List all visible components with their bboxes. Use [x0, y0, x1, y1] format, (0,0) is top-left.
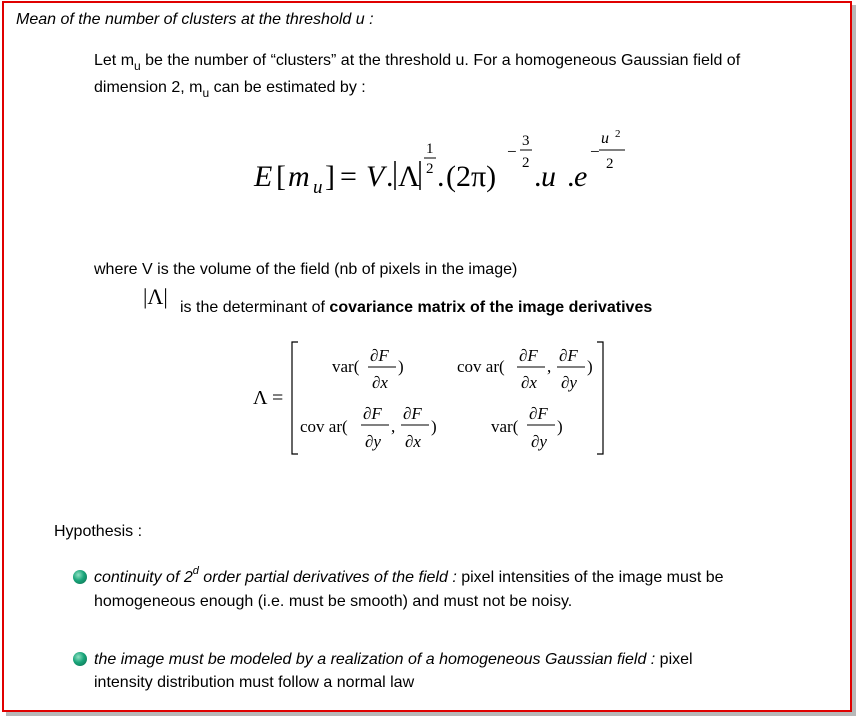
where-line-2: is the determinant of covariance matrix of the image derivatives [180, 299, 653, 316]
intro-line-2: dimension 2, $m_u$ can be estimated by : [94, 79, 366, 100]
formula-V: V [366, 160, 385, 193]
cell-21-num-2: ∂F [403, 404, 422, 423]
formula-exp-u: u [601, 130, 609, 147]
matrix-cell-covar-dy-dx [300, 404, 437, 451]
cell-12-num-2: ∂F [559, 346, 578, 365]
cell-12-num-1: ∂F [519, 346, 538, 365]
formula-half-denominator: 2 [426, 161, 434, 177]
formula-half-numerator: 1 [426, 141, 434, 157]
cell-11-close: ) [398, 357, 404, 376]
matrix-cell-var-dy [491, 404, 563, 451]
cell-12-den-1: ∂x [521, 373, 537, 392]
covariance-matrix [248, 336, 608, 460]
cluster-mean-formula [250, 128, 640, 202]
matrix-equals: = [272, 387, 284, 409]
cell-12-covar: cov ar( [457, 357, 505, 376]
formula-e: e [574, 160, 588, 193]
cell-11-num: ∂F [370, 346, 389, 365]
formula-three-halves-denominator: 2 [522, 155, 530, 171]
formula-equals: = [340, 160, 357, 193]
formula-three: 3 [522, 133, 530, 149]
formula-dot-2: . [437, 160, 445, 193]
cell-12-den-2: ∂y [561, 373, 577, 392]
formula-m-subscript: u [313, 177, 323, 198]
frame-shadow-bottom [6, 712, 856, 716]
cell-11-var: var( [332, 357, 360, 376]
formula-m: m [288, 160, 310, 193]
formula-u: u [541, 160, 556, 193]
formula-exp-square: 2 [615, 128, 621, 140]
intro-line-1: Let $m_u$ be the number of “clusters” at the threshold u. For a homogeneous Gaussian field of [94, 52, 741, 73]
cell-21-den-1: ∂y [365, 432, 381, 451]
cell-21-comma: , [391, 417, 396, 436]
formula-neg-sign: − [507, 142, 517, 161]
formula-E: E [254, 160, 273, 193]
bullet-icon [73, 570, 87, 584]
formula-open-bracket: [ [276, 160, 286, 193]
matrix-cell-covar-dx-dy [457, 346, 593, 392]
matrix-Lambda: Λ [253, 387, 268, 409]
formula-close-bracket: ] [325, 160, 335, 193]
cell-22-close: ) [557, 417, 563, 436]
hypothesis-label: Hypothesis : [54, 523, 143, 540]
cell-12-close: ) [587, 357, 593, 376]
cell-21-close: ) [431, 417, 437, 436]
frame-shadow-right [852, 5, 856, 715]
cell-21-den-2: ∂x [405, 432, 421, 451]
cell-22-den: ∂y [531, 432, 547, 451]
cell-21-num-1: ∂F [363, 404, 382, 423]
abs-lambda-symbol: |Λ| [143, 284, 168, 309]
cell-22-num: ∂F [529, 404, 548, 423]
hypothesis-item-2-line-1: the image must be modeled by a realization of a homogeneous Gaussian field : pixel [94, 651, 693, 668]
hypothesis-item-1-line-2: homogeneous enough (i.e. must be smooth) and must not be noisy. [94, 593, 573, 610]
formula-dot-4: . [567, 160, 575, 193]
cell-21-covar: cov ar( [300, 417, 348, 436]
formula-exp-neg: − [590, 142, 600, 161]
cell-11-den: ∂x [372, 373, 388, 392]
cell-12-comma: , [547, 357, 552, 376]
matrix-cell-var-dx [332, 346, 404, 392]
formula-dot-3: . [534, 160, 542, 193]
bullet-icon [73, 652, 87, 666]
cell-22-var: var( [491, 417, 519, 436]
formula-dot-1: . [386, 160, 394, 193]
matrix-right-bracket [597, 342, 603, 454]
formula-two-pi: (2π) [446, 160, 497, 193]
where-line-1: where V is the volume of the field (nb of pixels in the image) [94, 261, 518, 278]
hypothesis-item-1-line-1: continuity of 2$^d$ order partial derivatives of the field : pixel intensities of the image must be [94, 565, 724, 586]
slide-title: Mean of the number of clusters at the threshold u : [16, 11, 374, 28]
formula-exp-denominator: 2 [606, 156, 614, 172]
formula-Lambda: Λ [398, 160, 420, 193]
matrix-left-bracket [292, 342, 298, 454]
hypothesis-item-2-line-2: intensity distribution must follow a normal law [94, 674, 415, 691]
